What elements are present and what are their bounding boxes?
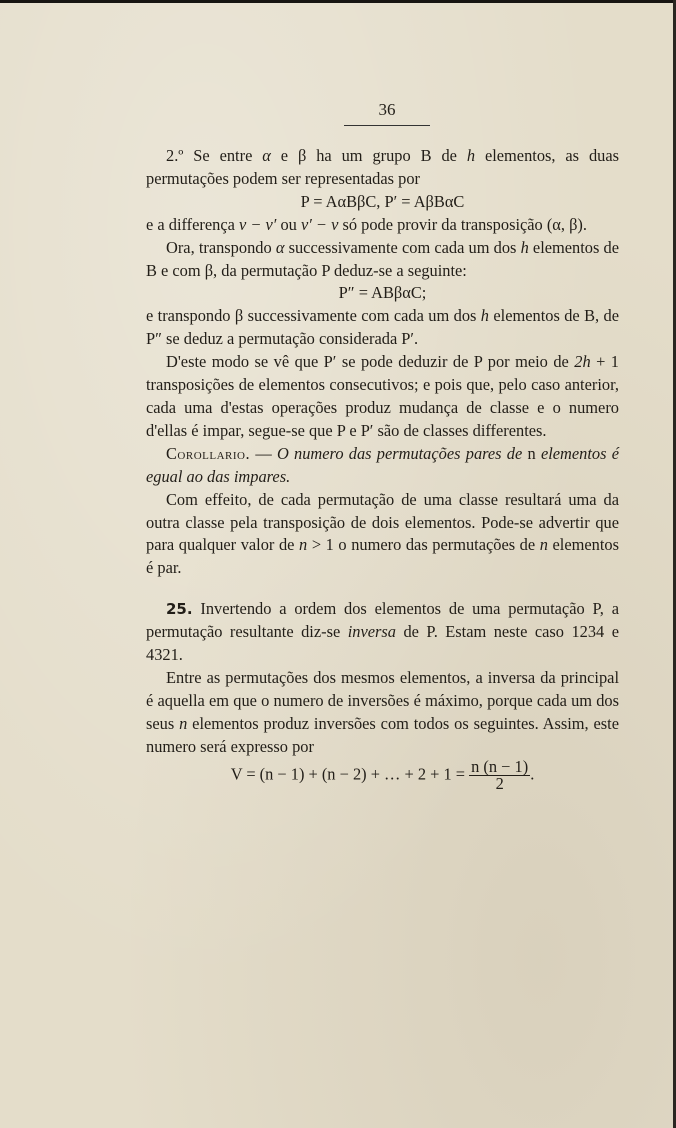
fraction — [469, 756, 530, 793]
paragraph-transposing-alpha — [146, 237, 619, 283]
equation-end: . — [530, 763, 535, 783]
paragraph-corollary — [146, 443, 619, 489]
text: D'este modo se vê que P′ se pode deduzir de P por meio de — [166, 352, 575, 372]
equation-p-double-prime: P″ = ABβαC; — [338, 283, 427, 303]
math-var: n — [179, 713, 188, 733]
text: > 1 o numero das permutações de — [307, 535, 540, 555]
term-inversa: inversa — [347, 622, 396, 642]
corollary-statement: elementos é egual ao das impares. — [146, 443, 620, 486]
text: elementos é par. — [146, 535, 619, 578]
paragraph-section-25 — [146, 598, 619, 667]
text: elementos, as duas permutações podem ser representadas por — [146, 146, 620, 188]
paragraph-case-2 — [146, 145, 619, 191]
text: 2.º Se entre — [166, 146, 263, 165]
text: elementos produz inversões com todos os seguintes. Assim, este numero será expresso por — [146, 713, 620, 756]
math-var: h — [520, 237, 529, 257]
paragraph-conclusion — [146, 351, 619, 443]
equation-permutations: P = AαBβC, P′ = AβBαC — [300, 191, 465, 211]
math-var: n — [527, 443, 536, 463]
text: Invertendo a ordem dos elementos de uma permutação P, a permutação resultante diz-se — [146, 599, 619, 642]
header-rule — [344, 125, 430, 126]
math-expr: v − v′ — [238, 214, 277, 234]
text: successivamente com cada um dos — [284, 237, 521, 257]
paragraph-difference — [146, 214, 619, 237]
math-var: n — [539, 535, 548, 555]
equation-lhs: V = (n − 1) + (n − 2) + … + 2 + 1 = — [230, 763, 470, 783]
paragraph-transposing-beta — [146, 305, 619, 351]
math-var: h — [466, 146, 476, 165]
math-expr: v′ − v — [300, 214, 339, 234]
scan-edge-top — [0, 0, 676, 3]
text: Com effeito, de cada permutação de uma classe resultará uma da outra classe pela transposição de dois elementos. Pode-se advertir que para qualquer valor de — [146, 489, 619, 555]
equation-inversions-count — [146, 756, 619, 793]
math-var: α — [275, 237, 285, 257]
text: — — [250, 443, 277, 463]
text: e transpondo β successivamente com cada um dos — [146, 306, 481, 326]
fraction-denominator: 2 — [495, 773, 504, 793]
text: de P. Estam neste caso 1234 e 4321. — [146, 622, 619, 665]
text: Ora, transpondo — [166, 237, 276, 257]
text: e β ha um grupo B de — [270, 146, 467, 165]
math-expr: 2h — [574, 352, 591, 372]
math-var: α — [262, 146, 271, 165]
corollary-label: Corollario. — [166, 443, 251, 463]
text: + 1 transposições de elementos consecutivos; e pois que, pelo caso anterior, cada uma d'estas operações produz mudança de classe e o numero d'ellas é impar, segue-se que P e P′ são de classes differentes. — [146, 352, 619, 440]
paragraph-max-inversions — [146, 667, 619, 759]
text: e a differença — [146, 214, 239, 234]
math-var: h — [480, 306, 489, 326]
text: Entre as permutações dos mesmos elementos, a inversa da principal é aquella em que o numero de inversões é máximo, porque cada um dos seus — [146, 667, 619, 733]
math-var: n — [299, 535, 308, 555]
fraction-numerator: n (n − 1) — [471, 756, 529, 776]
text: ou — [276, 214, 301, 234]
text: só pode provir da transposição (α, β). — [338, 214, 587, 234]
text: elementos de B, de P″ se deduz a permutação considerada P′. — [146, 306, 619, 349]
paragraph-proof — [146, 489, 619, 581]
page-body — [146, 145, 619, 792]
section-number: 25. — [166, 600, 193, 619]
section-spacer — [146, 580, 619, 598]
corollary-statement: O numero das permutações pares de — [276, 443, 528, 463]
text: elementos de B e com β, da permutação P deduz-se a seguinte: — [146, 237, 619, 280]
page-number: 36 — [378, 100, 396, 119]
